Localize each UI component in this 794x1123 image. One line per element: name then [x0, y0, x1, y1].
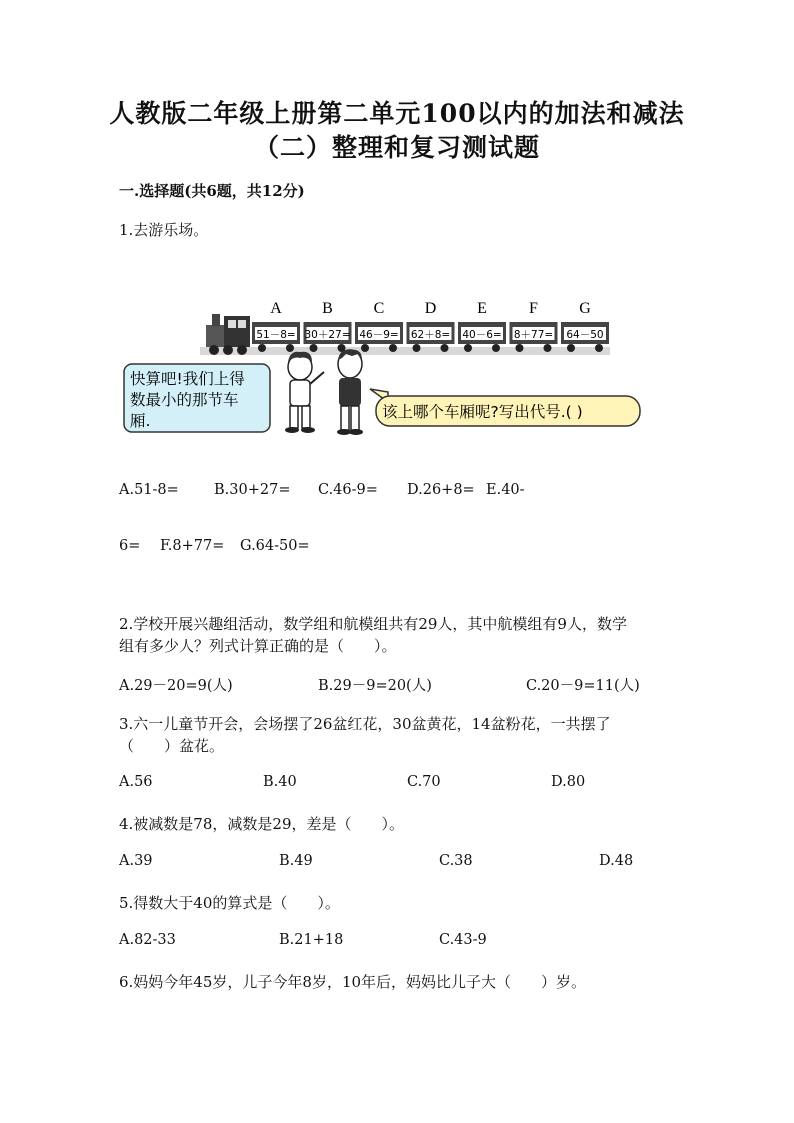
speech-bubble-left: [124, 364, 270, 432]
q3-option-a: A.56: [119, 774, 153, 790]
car-expression: 30＋27=: [304, 329, 351, 341]
q1-stem: 1.去游乐场。: [119, 221, 209, 239]
train-illustration: [120, 292, 650, 442]
q2-option-a: A.29－20=9(人): [119, 678, 233, 694]
q4-stem: 4.被减数是78，减数是29，差是（ ）。: [119, 815, 404, 833]
q3-stem-line-1: 3.六一儿童节开会，会场摆了26盆红花，30盆黄花，14盆粉花，一共摆了: [119, 715, 611, 733]
train-car: [355, 300, 403, 352]
q3-option-d: D.80: [551, 774, 586, 790]
q3-stem-line-2: （ ）盆花。: [119, 737, 225, 755]
car-letter: F: [529, 300, 538, 317]
title-line-2: （二）整理和复习测试题: [253, 133, 540, 162]
train-car: [561, 300, 609, 352]
q2-stem-line-1: 2.学校开展兴趣组活动，数学组和航模组共有29人，其中航模组有9人，数学: [119, 615, 627, 633]
bubble-left-line-2: 数最小的那节车: [130, 391, 239, 409]
bubble-left-line-1: 快算吧!我们上得: [130, 370, 245, 388]
child-left-icon: [285, 352, 324, 433]
q1-option: A.51-8=: [119, 482, 179, 498]
car-letter: D: [424, 300, 437, 317]
train-car: [252, 300, 300, 352]
locomotive-icon: [206, 314, 250, 355]
car-expression: 64－50: [566, 329, 604, 341]
q2-option-c: C.20－9=11(人): [526, 678, 640, 694]
car-letter: G: [579, 300, 591, 317]
q1-option: B.30+27=: [214, 482, 291, 498]
q1-option: F.8+77=: [160, 538, 225, 554]
car-letter: C: [373, 300, 385, 317]
q4-option-c: C.38: [439, 853, 473, 869]
q5-option-b: B.21+18: [279, 932, 344, 948]
q1-option: G.64-50=: [240, 538, 310, 554]
q1-option: C.46-9=: [318, 482, 378, 498]
car-expression: 8＋77=: [513, 329, 554, 341]
q3-option-b: B.40: [263, 774, 297, 790]
q1-option: E.40-: [486, 482, 525, 498]
child-right-icon: [337, 350, 363, 435]
car-expression: 46－9=: [359, 329, 399, 341]
q4-option-b: B.49: [279, 853, 313, 869]
section-heading: 一.选择题(共6题，共12分): [119, 182, 305, 200]
q4-option-d: D.48: [599, 853, 634, 869]
train-car: [407, 300, 455, 352]
q5-option-a: A.82-33: [119, 932, 176, 948]
train-car: [304, 300, 352, 352]
train-car: [458, 300, 506, 352]
car-expression: 62＋8=: [410, 329, 451, 341]
q5-stem: 5.得数大于40的算式是（ ）。: [119, 894, 340, 912]
q1-option: 6=: [119, 538, 141, 554]
car-expression: 40－6=: [462, 329, 502, 341]
q1-option: D.26+8=: [407, 482, 475, 498]
car-letter: B: [322, 300, 333, 317]
q5-option-c: C.43-9: [439, 932, 487, 948]
bubble-left-line-3: 厢.: [130, 412, 151, 430]
car-letter: A: [270, 300, 282, 317]
q6-stem: 6.妈妈今年45岁，儿子今年8岁，10年后，妈妈比儿子大（ ）岁。: [119, 973, 587, 991]
speech-bubble-right: [370, 389, 640, 426]
q3-option-c: C.70: [407, 774, 441, 790]
bubble-right-text: 该上哪个车厢呢?写出代号.( ): [382, 403, 583, 421]
car-letter: E: [477, 300, 487, 317]
q2-stem-line-2: 组有多少人？列式计算正确的是（ ）。: [119, 637, 397, 655]
train-car: [510, 300, 558, 352]
q2-option-b: B.29－9=20(人): [318, 678, 432, 694]
q4-option-a: A.39: [119, 853, 153, 869]
title-line-1: 人教版二年级上册第二单元100以内的加法和减法: [109, 99, 685, 128]
car-expression: 51－8=: [256, 329, 296, 341]
